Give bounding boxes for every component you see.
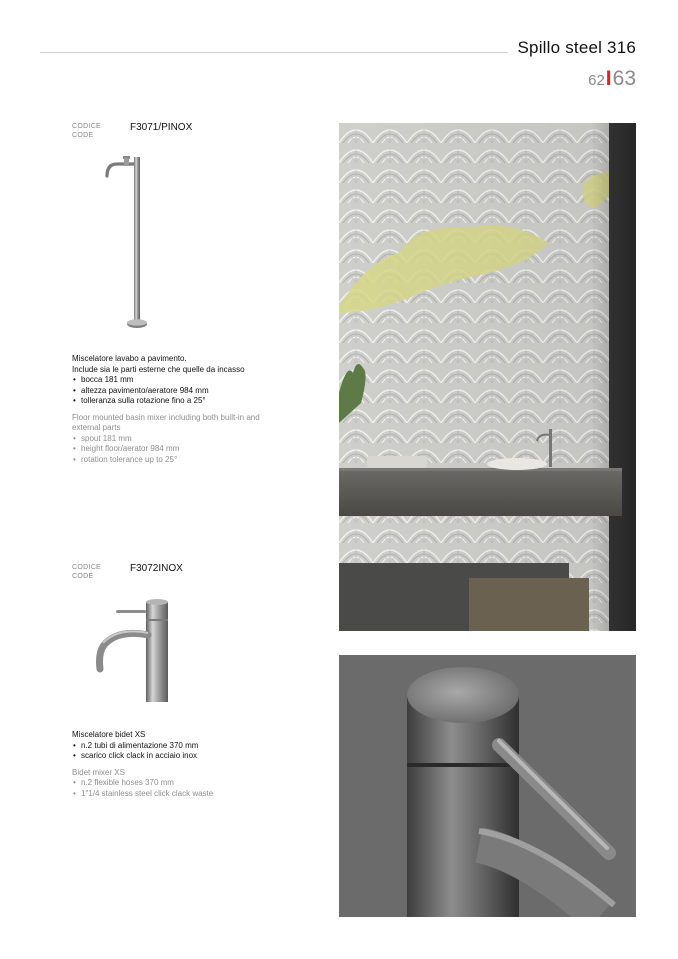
description-it-title: Miscelatore lavabo a pavimento.	[72, 354, 187, 363]
list-item: • 1"1/4 stainless steel click clack waste	[72, 789, 272, 800]
product-code: F3072INOX	[130, 563, 183, 574]
description-en	[72, 768, 272, 800]
product-code-block	[72, 563, 183, 581]
bidet-mixer-image	[88, 597, 178, 707]
description-en	[72, 413, 272, 466]
product-description	[72, 354, 272, 465]
description-it	[72, 730, 272, 762]
page-numbers	[588, 67, 636, 91]
list-item: • tolleranza sulla rotazione fino a 25°	[72, 396, 272, 407]
code-label-it: CODICE	[72, 123, 102, 130]
code-label-it: CODICE	[72, 564, 102, 571]
list-item: • rotation tolerance up to 25°	[72, 455, 272, 466]
product-code: F3071/PINOX	[130, 122, 193, 133]
description-it-subtitle: Include sia le parti esterne che quelle da incasso	[72, 364, 245, 374]
list-item: • altezza pavimento/aeratore 984 mm	[72, 386, 272, 397]
code-label-en: CODE	[72, 132, 94, 139]
list-item: • bocca 181 mm	[72, 375, 272, 386]
faucet-closeup-photo	[339, 655, 636, 917]
product-description	[72, 730, 272, 799]
list-item: • height floor/aerator 984 mm	[72, 444, 272, 455]
description-it	[72, 354, 272, 407]
header-rule	[40, 52, 508, 53]
bathroom-scene-photo	[339, 123, 636, 631]
product-code-block	[72, 122, 193, 140]
description-it-title: Miscelatore bidet XS	[72, 730, 146, 739]
floor-mixer-image	[95, 150, 165, 335]
page-separator: I	[605, 67, 612, 90]
page-number-right: 63	[612, 67, 636, 90]
list-item: • n.2 flexible hoses 370 mm	[72, 778, 272, 789]
list-item: • scarico click clack in acciaio inox	[72, 751, 272, 762]
page-number-left: 62	[588, 72, 605, 89]
description-en-title: Bidet mixer XS	[72, 767, 125, 777]
list-item: • n.2 tubi di alimentazione 370 mm	[72, 741, 272, 752]
code-label-en: CODE	[72, 573, 94, 580]
description-en-title: Floor mounted basin mixer including both built-in and external parts	[72, 412, 260, 432]
list-item: • spout 181 mm	[72, 434, 272, 445]
page-title: Spillo steel 316	[517, 38, 636, 57]
